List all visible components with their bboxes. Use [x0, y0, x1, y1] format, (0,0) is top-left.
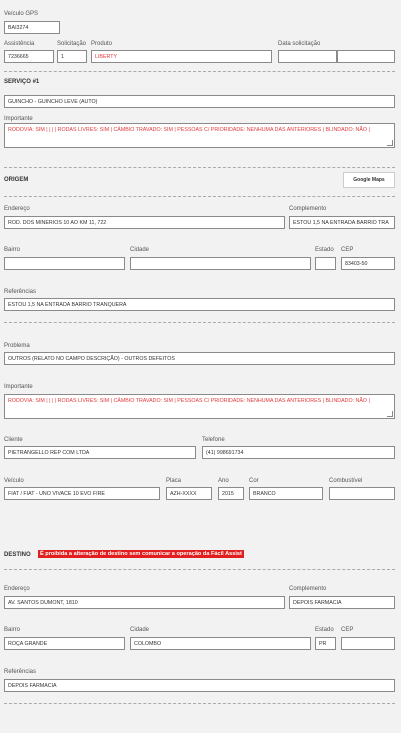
produto-input[interactable]: LIBERTY	[91, 50, 272, 63]
telefone-input[interactable]: (41) 998691734	[202, 446, 395, 459]
destino-referencias-label: Referências	[4, 669, 37, 675]
origem-title: ORIGEM	[4, 177, 29, 183]
veiculo-input[interactable]: FIAT / FIAT - UNO VIVACE 10 EVO FIRE	[4, 487, 160, 500]
divider	[4, 703, 395, 704]
divider	[4, 71, 395, 72]
servico-importante-label: Importante	[4, 116, 33, 122]
telefone-label: Telefone	[202, 437, 225, 443]
origem-referencias-input[interactable]: ESTOU 1,5 NA ENTRADA BARRIO TRANQUERA	[4, 298, 395, 311]
divider	[4, 569, 395, 570]
origem-referencias-label: Referências	[4, 289, 37, 295]
ano-label: Ano	[218, 478, 229, 484]
resize-grip-icon[interactable]	[387, 140, 393, 146]
origem-endereco-label: Endereço	[4, 206, 30, 212]
destino-referencias-input[interactable]: DEPOIS FARMACIA	[4, 679, 395, 692]
servico-importante-textarea[interactable]	[4, 123, 395, 148]
servico-importante-text: RODOVIA: SIM | | | | RODAS LIVRES: SIM | CÂMBIO TRAVADO: SIM | PESSOAS C/ PRIORIDADE: NENHUMA DAS ANTERIORES | BLINDADO: NÃO |	[8, 127, 370, 133]
problema-importante-textarea[interactable]	[4, 394, 395, 419]
data-solicitacao-label: Data solicitação	[278, 41, 321, 47]
servico-title: SERVIÇO #1	[4, 79, 40, 85]
divider	[4, 167, 395, 168]
problema-importante-label: Importante	[4, 384, 33, 390]
cor-label: Cor	[249, 478, 259, 484]
divider	[4, 322, 395, 323]
data-solicitacao-time-input[interactable]	[337, 50, 395, 63]
divider	[4, 196, 395, 197]
veiculo-label: Veículo	[4, 478, 24, 484]
servico-select[interactable]: GUINCHO - GUINCHO LEVE (AUTO)	[4, 95, 395, 108]
cliente-input[interactable]: PIETRANGELLO REP COM LTDA	[4, 446, 196, 459]
ano-input[interactable]: 2015	[218, 487, 244, 500]
data-solicitacao-date-input[interactable]	[278, 50, 337, 63]
origem-cep-input[interactable]: 83403-50	[341, 257, 395, 270]
cliente-label: Cliente	[4, 437, 23, 443]
destino-endereco-label: Endereço	[4, 586, 30, 592]
solicitacao-label: Solicitação	[57, 41, 87, 47]
destino-estado-label: Estado	[315, 627, 334, 633]
combustivel-label: Combustível	[329, 478, 363, 484]
veiculo-gps-label: Veículo GPS	[4, 11, 39, 17]
origem-complemento-input[interactable]: ESTOU 1,5 NA ENTRADA BARRIO TRA	[289, 216, 395, 229]
origem-complemento-label: Complemento	[289, 206, 327, 212]
origem-cidade-input[interactable]	[130, 257, 311, 270]
destino-cep-label: CEP	[341, 627, 354, 633]
destino-title: DESTINO	[4, 552, 31, 558]
placa-input[interactable]: AZH-XXXX	[166, 487, 212, 500]
assistencia-input[interactable]: 7236665	[4, 50, 54, 63]
produto-label: Produto	[91, 41, 113, 47]
veiculo-gps-input[interactable]: BAI3274	[4, 21, 60, 34]
problema-select[interactable]: OUTROS (RELATO NO CAMPO DESCRIÇÃO) - OUTROS DEFEITOS	[4, 352, 395, 365]
destino-estado-input[interactable]: PR	[315, 637, 336, 650]
destino-cidade-input[interactable]: COLOMBO	[130, 637, 311, 650]
origem-bairro-label: Bairro	[4, 247, 21, 253]
google-maps-button[interactable]: Google Maps	[343, 172, 395, 188]
destino-warning-badge: É proibida a alteração de destino sem comunicar a operação da Fácil Assist	[40, 551, 242, 557]
destino-complemento-input[interactable]: DEPOIS FARMACIA	[289, 596, 395, 609]
destino-complemento-label: Complemento	[289, 586, 327, 592]
origem-cidade-label: Cidade	[130, 247, 150, 253]
placa-label: Placa	[166, 478, 182, 484]
resize-grip-icon[interactable]	[387, 411, 393, 417]
destino-cidade-label: Cidade	[130, 627, 150, 633]
origem-estado-label: Estado	[315, 247, 334, 253]
problema-importante-text: RODOVIA: SIM | | | | RODAS LIVRES: SIM | CÂMBIO TRAVADO: SIM | PESSOAS C/ PRIORIDADE: NENHUMA DAS ANTERIORES | BLINDADO: NÃO |	[8, 398, 370, 404]
destino-bairro-input[interactable]: ROÇA GRANDE	[4, 637, 125, 650]
destino-endereco-input[interactable]: AV. SANTOS DUMONT, 1810	[4, 596, 285, 609]
solicitacao-input[interactable]: 1	[57, 50, 87, 63]
origem-cep-label: CEP	[341, 247, 354, 253]
destino-bairro-label: Bairro	[4, 627, 21, 633]
problema-label: Problema	[4, 343, 30, 349]
origem-estado-input[interactable]	[315, 257, 336, 270]
cor-input[interactable]: BRANCO	[249, 487, 323, 500]
origem-bairro-input[interactable]	[4, 257, 125, 270]
assistencia-label: Assistência	[4, 41, 35, 47]
destino-cep-input[interactable]	[341, 637, 395, 650]
combustivel-input[interactable]	[329, 487, 395, 500]
origem-endereco-input[interactable]: ROD. DOS MINERIOS 10 AO KM 11, 722	[4, 216, 285, 229]
